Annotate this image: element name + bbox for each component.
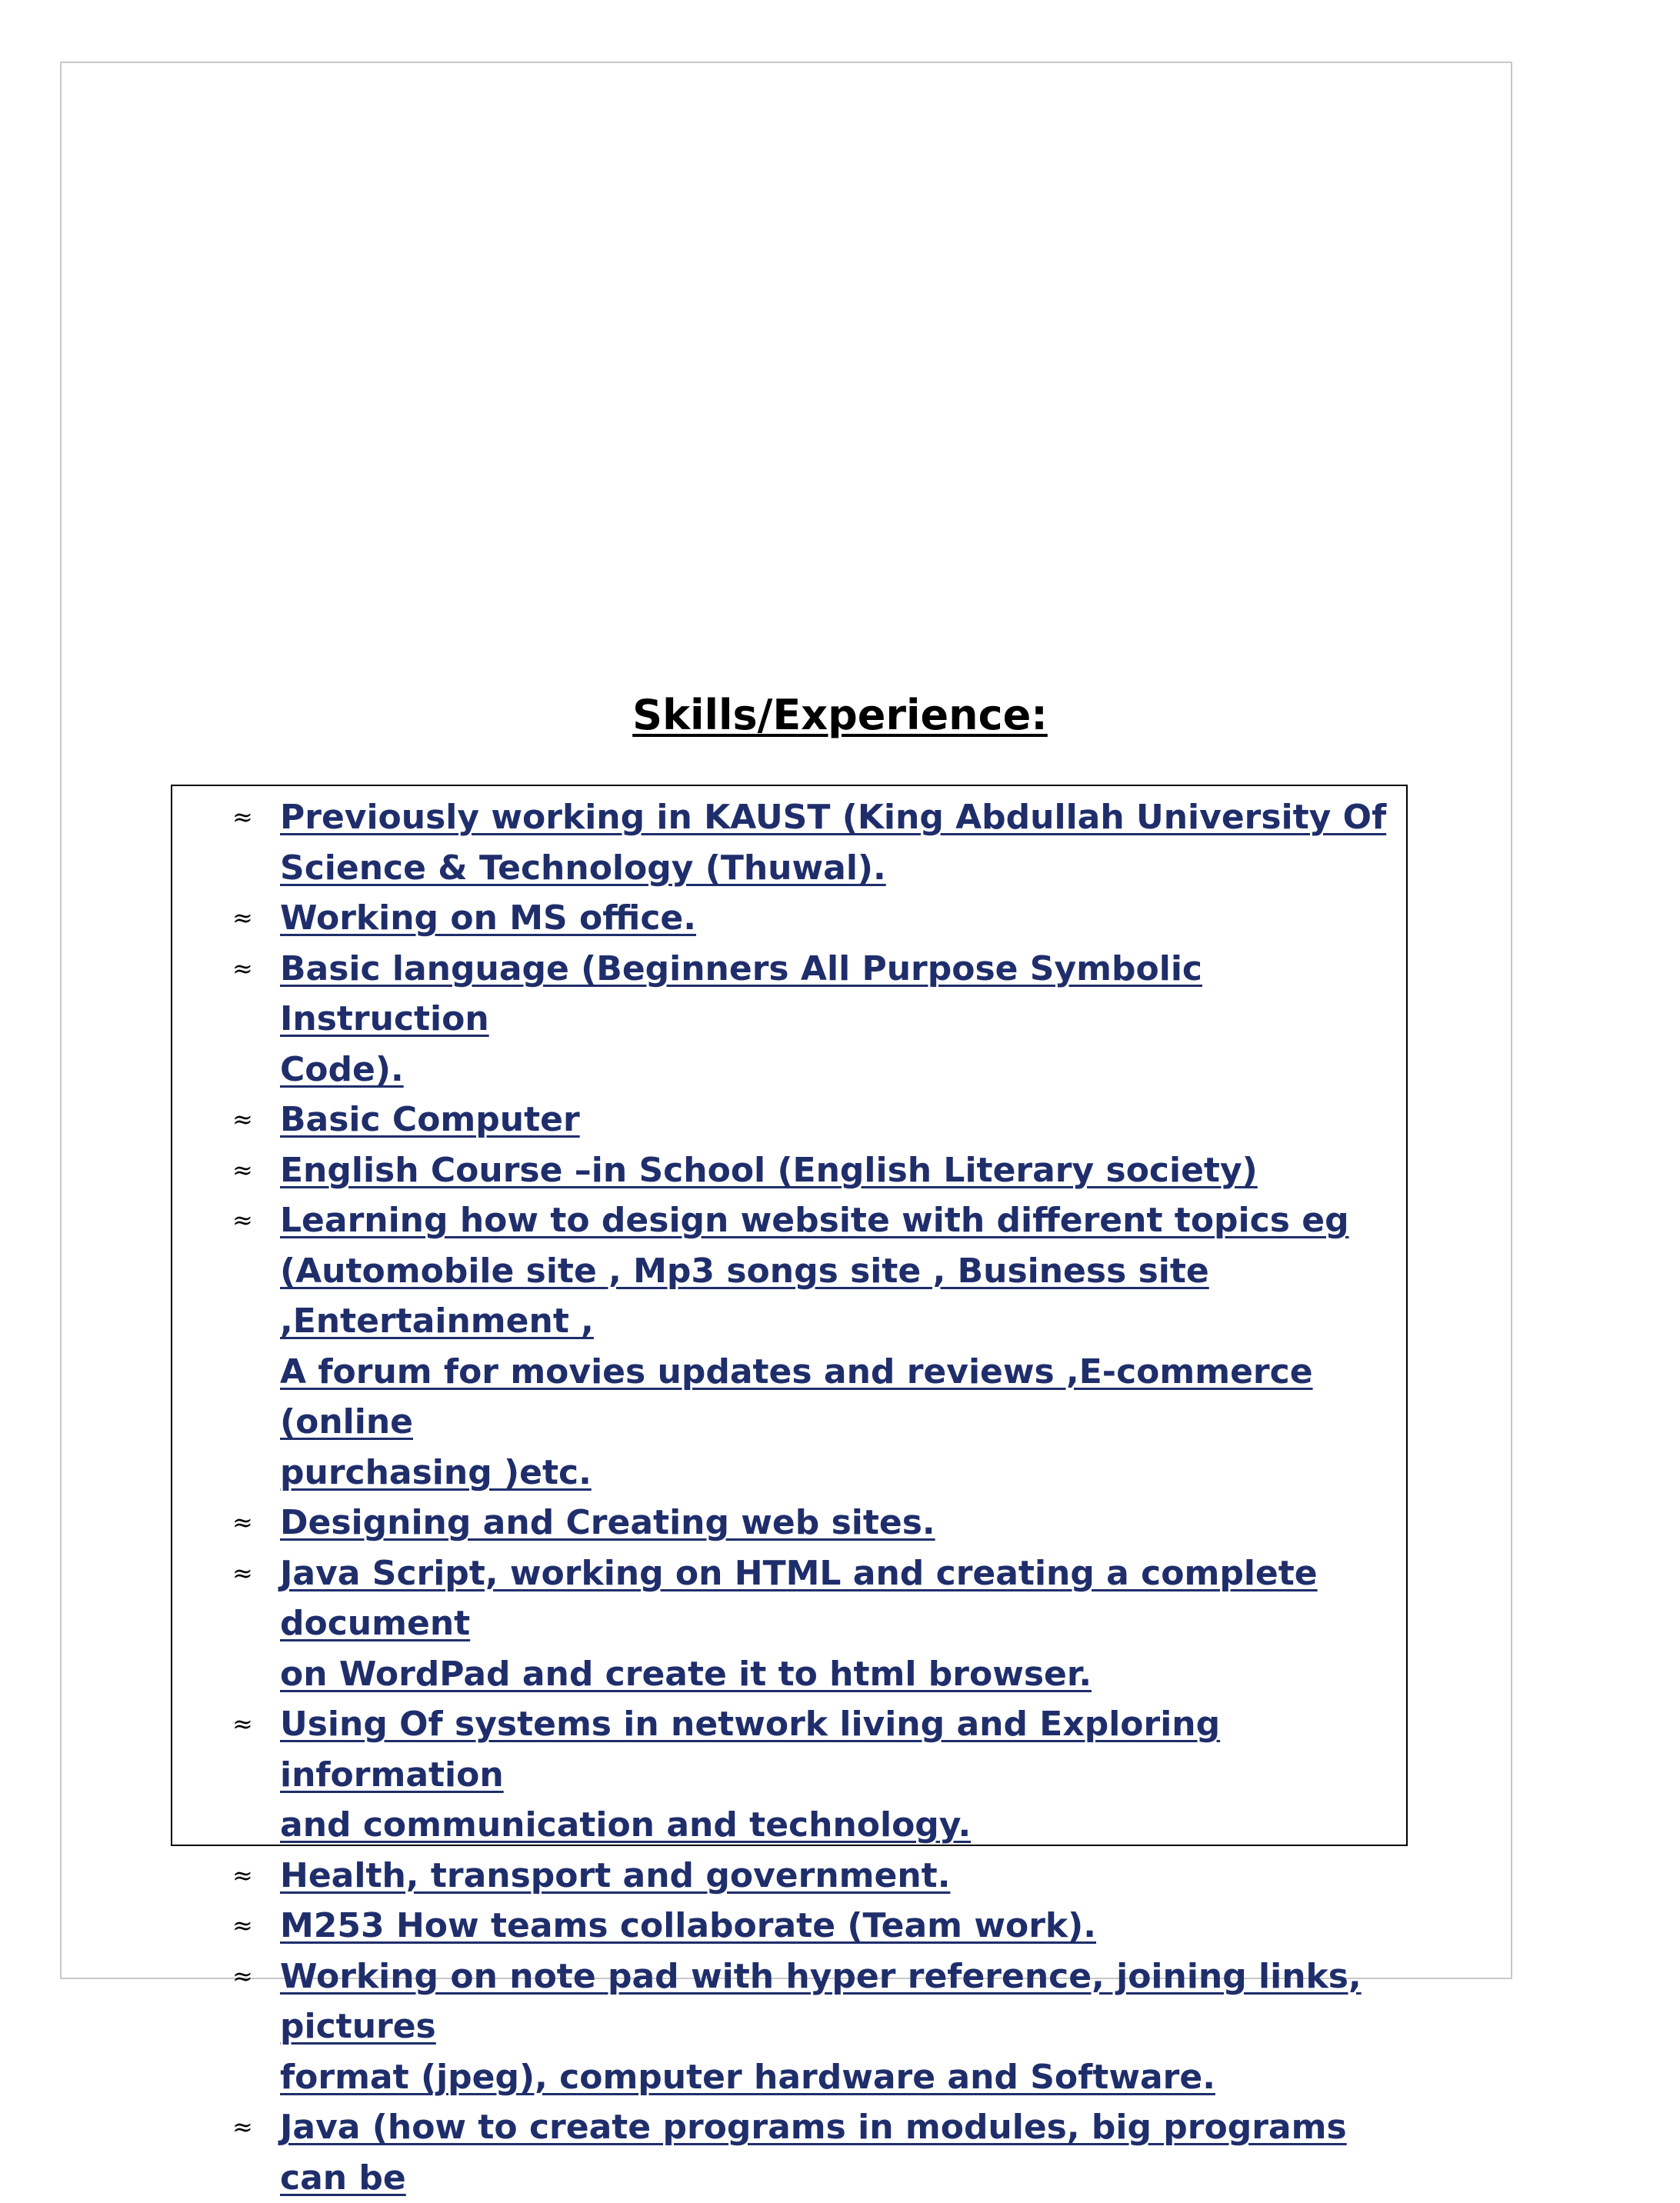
approx-bullet-icon: ≈	[232, 2112, 253, 2141]
approx-bullet-icon: ≈	[232, 1105, 253, 1134]
skill-text-line: Working on MS office.	[280, 898, 696, 938]
section-title: Skills/Experience:	[632, 691, 1048, 739]
skill-text-line: Java (how to create programs in modules, big programs can be	[280, 2108, 1347, 2198]
skill-item	[172, 944, 1406, 1095]
skill-text-line: M253 How teams collaborate (Team work).	[280, 1906, 1097, 1945]
approx-bullet-icon: ≈	[232, 802, 253, 832]
approx-bullet-icon: ≈	[232, 903, 253, 932]
skill-text-line: Designing and Creating web sites.	[280, 1503, 935, 1542]
skill-text-line: English Course –in School (English Literary society)	[280, 1150, 1258, 1190]
skill-item	[172, 1548, 1406, 1700]
approx-bullet-icon: ≈	[232, 1205, 253, 1235]
skill-text-line: format (jpeg), computer hardware and Software.	[280, 2057, 1215, 2097]
skill-text-line: Health, transport and government.	[280, 1855, 951, 1895]
skill-text-line: Working on note pad with hyper reference, joining links, pictures	[280, 1956, 1362, 2046]
skill-text-line: on WordPad and create it to html browser.	[280, 1654, 1092, 1694]
skill-item	[172, 2102, 1406, 2203]
skill-text-line: Previously working in KAUST (King Abdullah University Of	[280, 798, 1387, 837]
skill-item	[172, 893, 1406, 944]
skill-item	[172, 1095, 1406, 1145]
approx-bullet-icon: ≈	[232, 1508, 253, 1537]
skill-item	[172, 1951, 1406, 2103]
approx-bullet-icon: ≈	[232, 1911, 253, 1940]
skill-item	[172, 1498, 1406, 1548]
skill-item	[172, 1195, 1406, 1498]
skill-text-line: Science & Technology (Thuwal).	[280, 848, 886, 888]
skills-box	[171, 785, 1408, 2198]
skill-text-line: Java Script, working on HTML and creating a complete document	[280, 1553, 1318, 1643]
skill-text-line: Basic language (Beginners All Purpose Symbolic Instruction	[280, 948, 1202, 1038]
skill-text-line: Basic Computer	[280, 1100, 580, 1139]
skill-text-line: Learning how to design website with different topics eg	[280, 1201, 1349, 1240]
skills-list	[172, 786, 1406, 2203]
approx-bullet-icon: ≈	[232, 1709, 253, 1738]
skill-item	[172, 1901, 1406, 1951]
skill-text-line: A forum for movies updates and reviews ,E-commerce (online	[280, 1351, 1313, 1441]
skill-text-line: Using Of systems in network living and Exploring information	[280, 1705, 1221, 1795]
skill-item	[172, 1145, 1406, 1196]
approx-bullet-icon: ≈	[232, 1155, 253, 1185]
skill-text-line: and communication and technology.	[280, 1805, 972, 1845]
skill-item	[172, 1699, 1406, 1851]
approx-bullet-icon: ≈	[232, 953, 253, 983]
skill-item	[172, 792, 1406, 893]
approx-bullet-icon: ≈	[232, 1961, 253, 1991]
skill-text-line: (Automobile site , Mp3 songs site , Business site ,Entertainment ,	[280, 1251, 1209, 1341]
skill-text-line: Code).	[280, 1049, 404, 1089]
approx-bullet-icon: ≈	[232, 1558, 253, 1588]
approx-bullet-icon: ≈	[232, 1860, 253, 1890]
skill-item	[172, 1851, 1406, 1901]
skill-text-line: purchasing )etc.	[280, 1452, 592, 1492]
